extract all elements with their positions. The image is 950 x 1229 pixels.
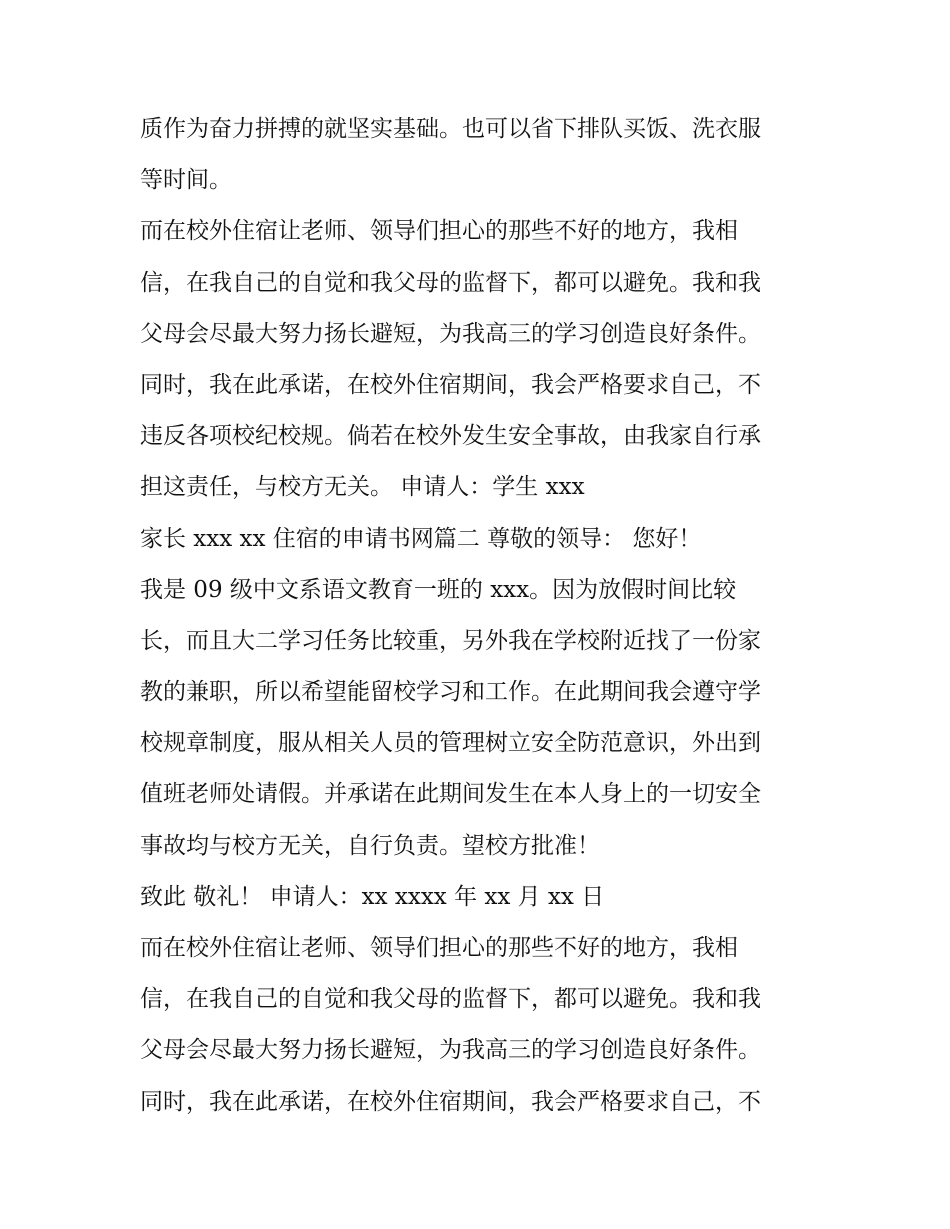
text-line: 信，在我自己的自觉和我父母的监督下，都可以避免。我和我 <box>140 269 761 296</box>
text-line: 我是 09 级中文系语文教育一班的 xxx。因为放假时间比较 <box>140 576 737 603</box>
text-line: 教的兼职，所以希望能留校学习和工作。在此期间我会遵守学 <box>140 679 761 706</box>
text-line: 信，在我自己的自觉和我父母的监督下，都可以避免。我和我 <box>140 986 761 1013</box>
text-line: 致此 敬礼！ 申请人：xx xxxx 年 xx 月 xx 日 <box>140 883 605 910</box>
text-line: 长，而且大二学习任务比较重，另外我在学校附近找了一份家 <box>140 627 761 654</box>
text-line: 而在校外住宿让老师、领导们担心的那些不好的地方，我相 <box>140 218 738 245</box>
document-body <box>140 104 820 1128</box>
text-line: 父母会尽最大努力扬长避短，为我高三的学习创造良好条件。 <box>140 1037 761 1064</box>
text-line: 等时间。 <box>140 167 232 194</box>
text-line: 事故均与校方无关，自行负责。望校方批准！ <box>140 832 600 859</box>
text-line: 而在校外住宿让老师、领导们担心的那些不好的地方，我相 <box>140 935 738 961</box>
text-line: 违反各项校纪校规。倘若在校外发生安全事故，由我家自行承 <box>140 423 761 450</box>
text-line: 校规章制度，服从相关人员的管理树立安全防范意识，外出到 <box>140 730 761 757</box>
text-line: 质作为奋力拼搏的就坚实基础。也可以省下排队买饭、洗衣服 <box>140 116 761 142</box>
text-line: 担这责任，与校方无关。 申请人：学生 xxx <box>140 474 585 501</box>
text-line: 值班老师处请假。并承诺在此期间发生在本人身上的一切安全 <box>140 781 761 808</box>
text-line: 父母会尽最大努力扬长避短，为我高三的学习创造良好条件。 <box>140 320 761 347</box>
text-line: 家长 xxx xx 住宿的申请书网篇二 尊敬的领导： 您好！ <box>140 525 702 552</box>
text-line: 同时，我在此承诺，在校外住宿期间，我会严格要求自己，不 <box>140 371 761 398</box>
text-line: 同时，我在此承诺，在校外住宿期间，我会严格要求自己，不 <box>140 1088 761 1115</box>
